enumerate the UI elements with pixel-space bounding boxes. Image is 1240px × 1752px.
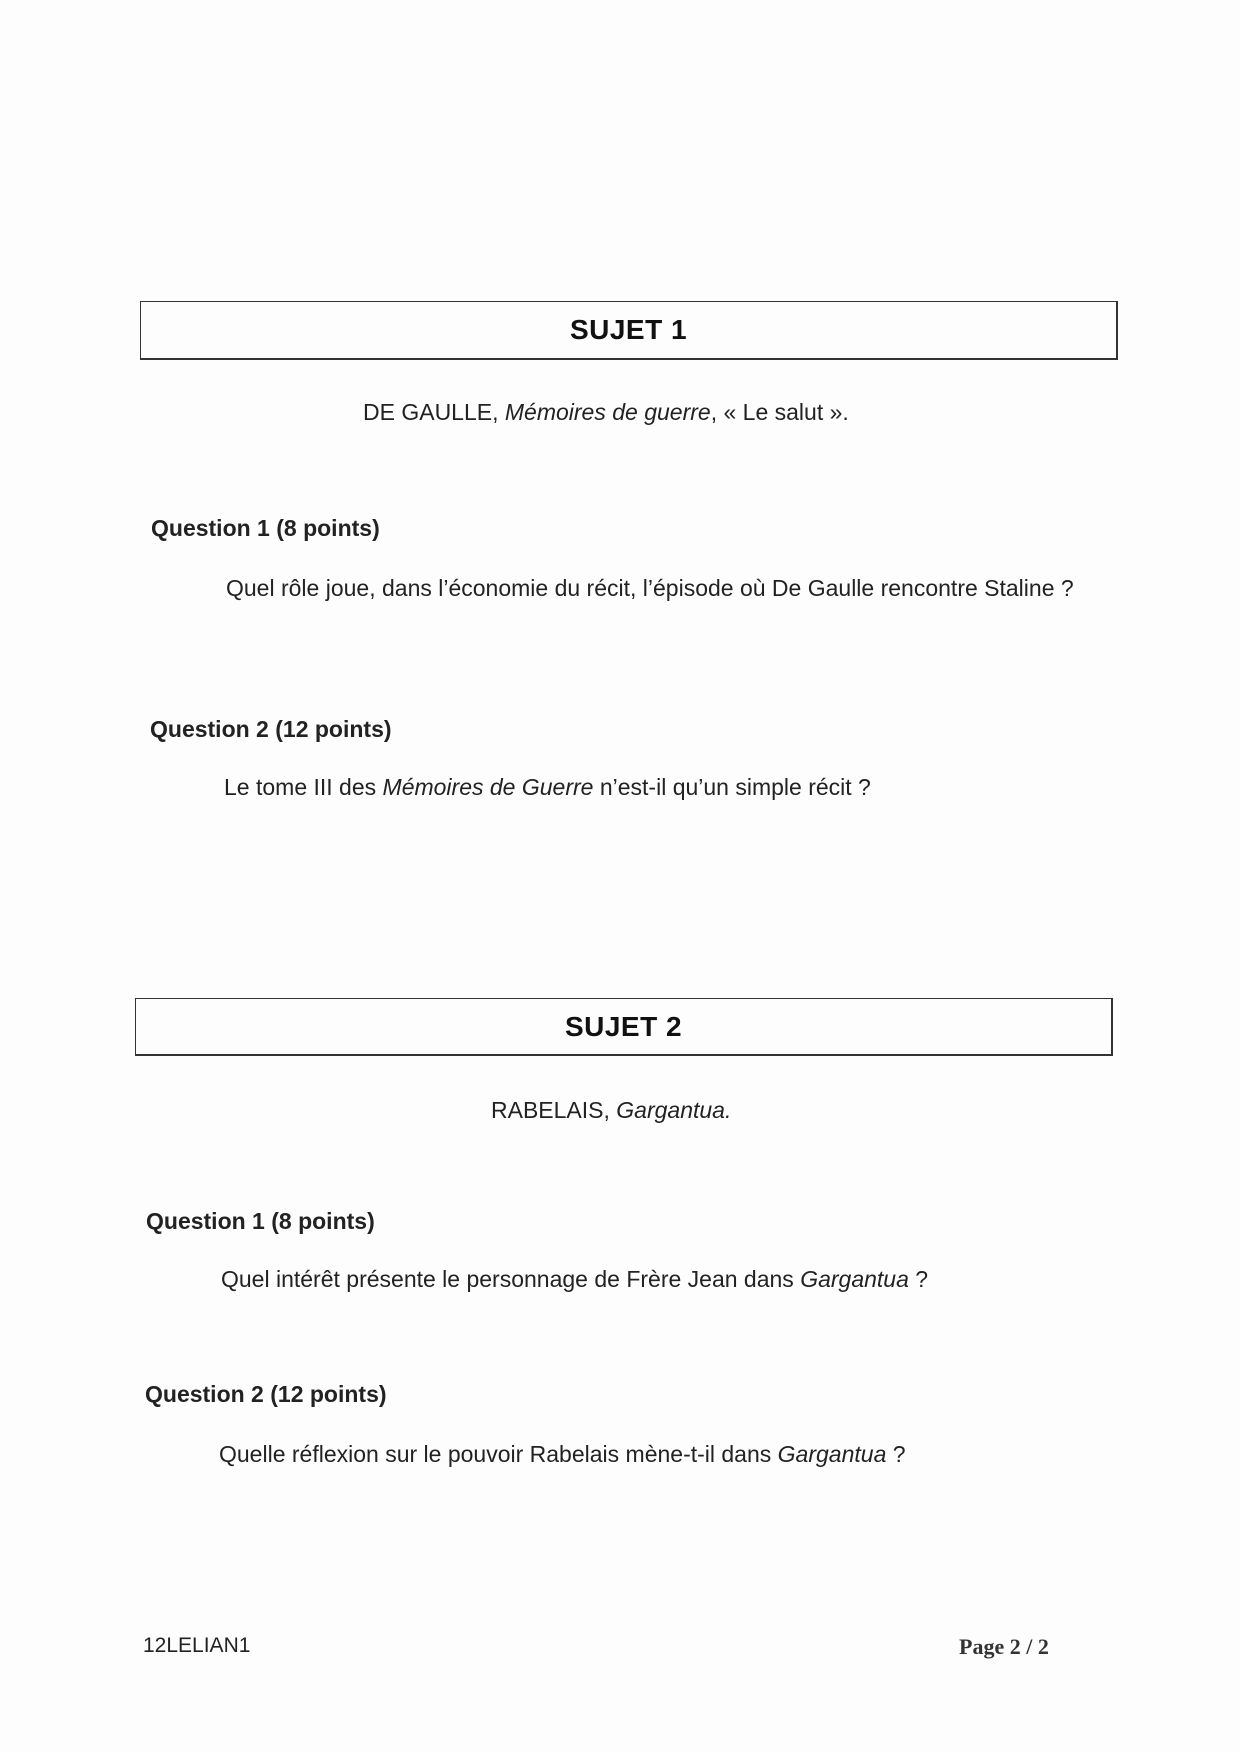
sujet-1-question-1-label: Question 1 (8 points) xyxy=(151,515,380,541)
page-number: Page 2 / 2 xyxy=(959,1634,1049,1659)
sujet-1-question-2-label: Question 2 (12 points) xyxy=(150,716,392,742)
sujet-2-title: SUJET 2 xyxy=(564,1010,683,1042)
sujet-1-question-2-text xyxy=(224,773,871,802)
sujet-1-question-2-text-after: n’est-il qu’un simple récit ? xyxy=(593,774,871,800)
sujet-2-question-1-text-work: Gargantua xyxy=(800,1266,909,1292)
sujet-2-question-1-text-before: Quel intérêt présente le personnage de Frère Jean dans xyxy=(221,1266,801,1292)
sujet-1-source-author: DE GAULLE, xyxy=(363,399,505,425)
sujet-1-source-work: Mémoires de guerre xyxy=(504,399,711,425)
sujet-2-question-2-text-after: ? xyxy=(886,1441,906,1467)
sujet-1-question-2-text-work: Mémoires de Guerre xyxy=(382,774,594,800)
sujet-2-question-1-text xyxy=(221,1265,928,1294)
sujet-2-question-2-text-work: Gargantua xyxy=(777,1441,887,1467)
sujet-1-question-1-text: Quel rôle joue, dans l’économie du récit, l’épisode où De Gaulle rencontre Staline ? xyxy=(226,575,1074,601)
sujet-1-source-rest: , « Le salut ». xyxy=(710,399,849,425)
sujet-2-question-1-text-after: ? xyxy=(908,1266,929,1292)
sujet-1-source xyxy=(363,399,849,426)
sujet-2-question-1-label: Question 1 (8 points) xyxy=(146,1208,375,1234)
sujet-2-header-box xyxy=(135,998,1113,1056)
sujet-2-question-2-text-before: Quelle réflexion sur le pouvoir Rabelais mène-t-il dans xyxy=(219,1441,778,1467)
sujet-2-source-author: RABELAIS, xyxy=(491,1097,617,1123)
sujet-1-question-2-text-before: Le tome III des xyxy=(224,774,383,800)
sujet-1-header-box xyxy=(140,301,1118,360)
exam-code: 12LELIAN1 xyxy=(143,1634,251,1657)
sujet-2-source-work: Gargantua. xyxy=(616,1097,732,1123)
sujet-2-question-2-label: Question 2 (12 points) xyxy=(145,1381,387,1407)
sujet-2-question-2-text xyxy=(219,1440,906,1469)
sujet-1-title: SUJET 1 xyxy=(569,314,688,345)
sujet-2-source xyxy=(491,1097,731,1124)
